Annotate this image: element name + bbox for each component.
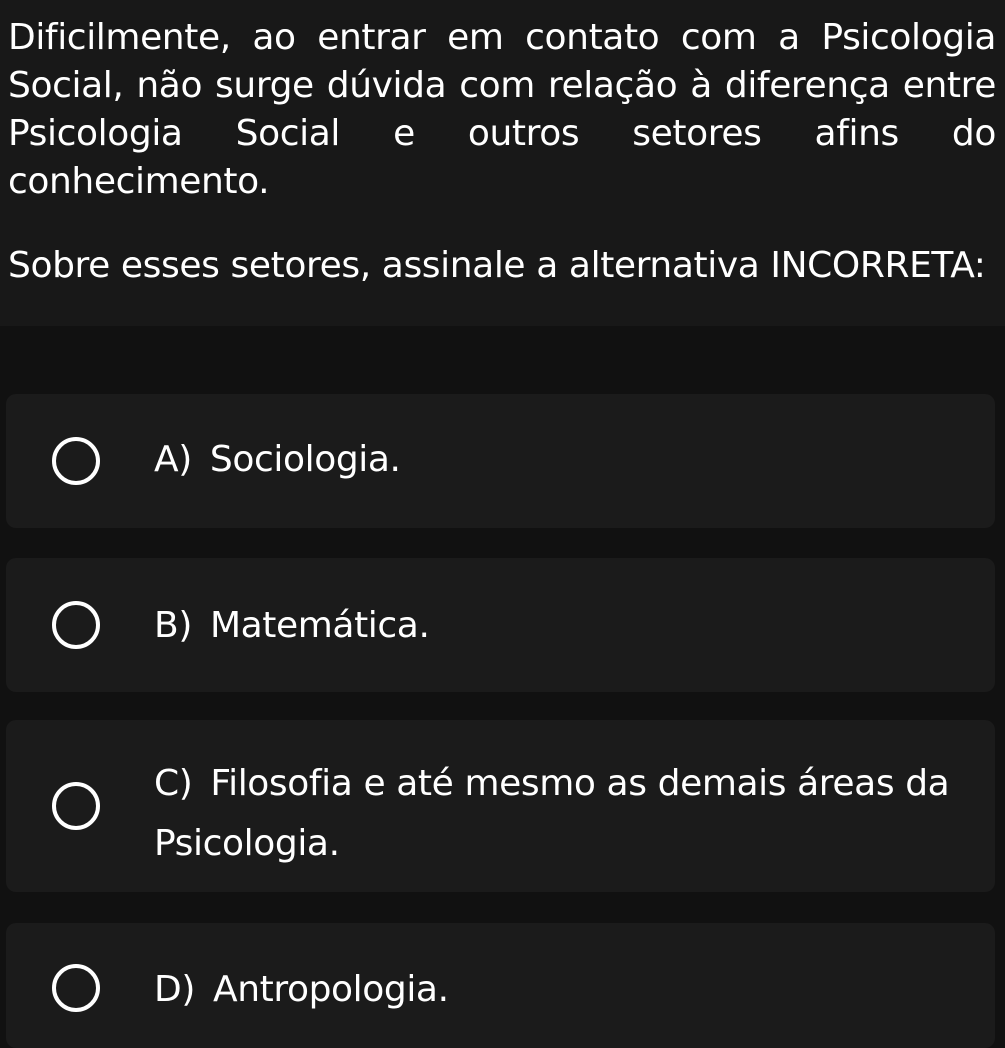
option-text: Matemática.	[209, 605, 430, 646]
option-letter: D	[154, 969, 182, 1010]
question-text: Dificilmente, ao entrar em contato com a Psicologia Social, não surge dúvida com relação à diferença entre Psicologia Social e outros setores afins do conhecimento.	[8, 17, 996, 202]
option-text: Sociologia.	[209, 439, 401, 480]
radio-unchecked-icon[interactable]	[52, 601, 100, 649]
option-b[interactable]	[6, 558, 995, 692]
option-d-content	[154, 964, 955, 1016]
radio-unchecked-icon[interactable]	[52, 437, 100, 485]
option-c-content	[154, 754, 955, 874]
option-letter: A	[154, 439, 179, 480]
option-b-content	[154, 600, 955, 652]
option-text: Filosofia e até mesmo as demais áreas da Psicologia.	[154, 763, 950, 864]
question-panel	[0, 0, 1005, 326]
option-d[interactable]	[6, 923, 995, 1048]
option-a-content	[154, 434, 955, 486]
option-separator: )	[178, 439, 192, 480]
option-text: Antropologia.	[212, 969, 449, 1010]
option-separator: )	[178, 763, 193, 804]
option-letter: B	[154, 605, 179, 646]
option-letter: C	[154, 763, 179, 804]
option-a[interactable]	[6, 394, 995, 528]
option-separator: )	[181, 969, 195, 1010]
option-separator: )	[178, 605, 192, 646]
radio-unchecked-icon[interactable]	[52, 782, 100, 830]
radio-unchecked-icon[interactable]	[52, 964, 100, 1012]
option-c[interactable]	[6, 720, 995, 892]
question-prompt: Sobre esses setores, assinale a alternativa INCORRETA:	[8, 245, 986, 286]
